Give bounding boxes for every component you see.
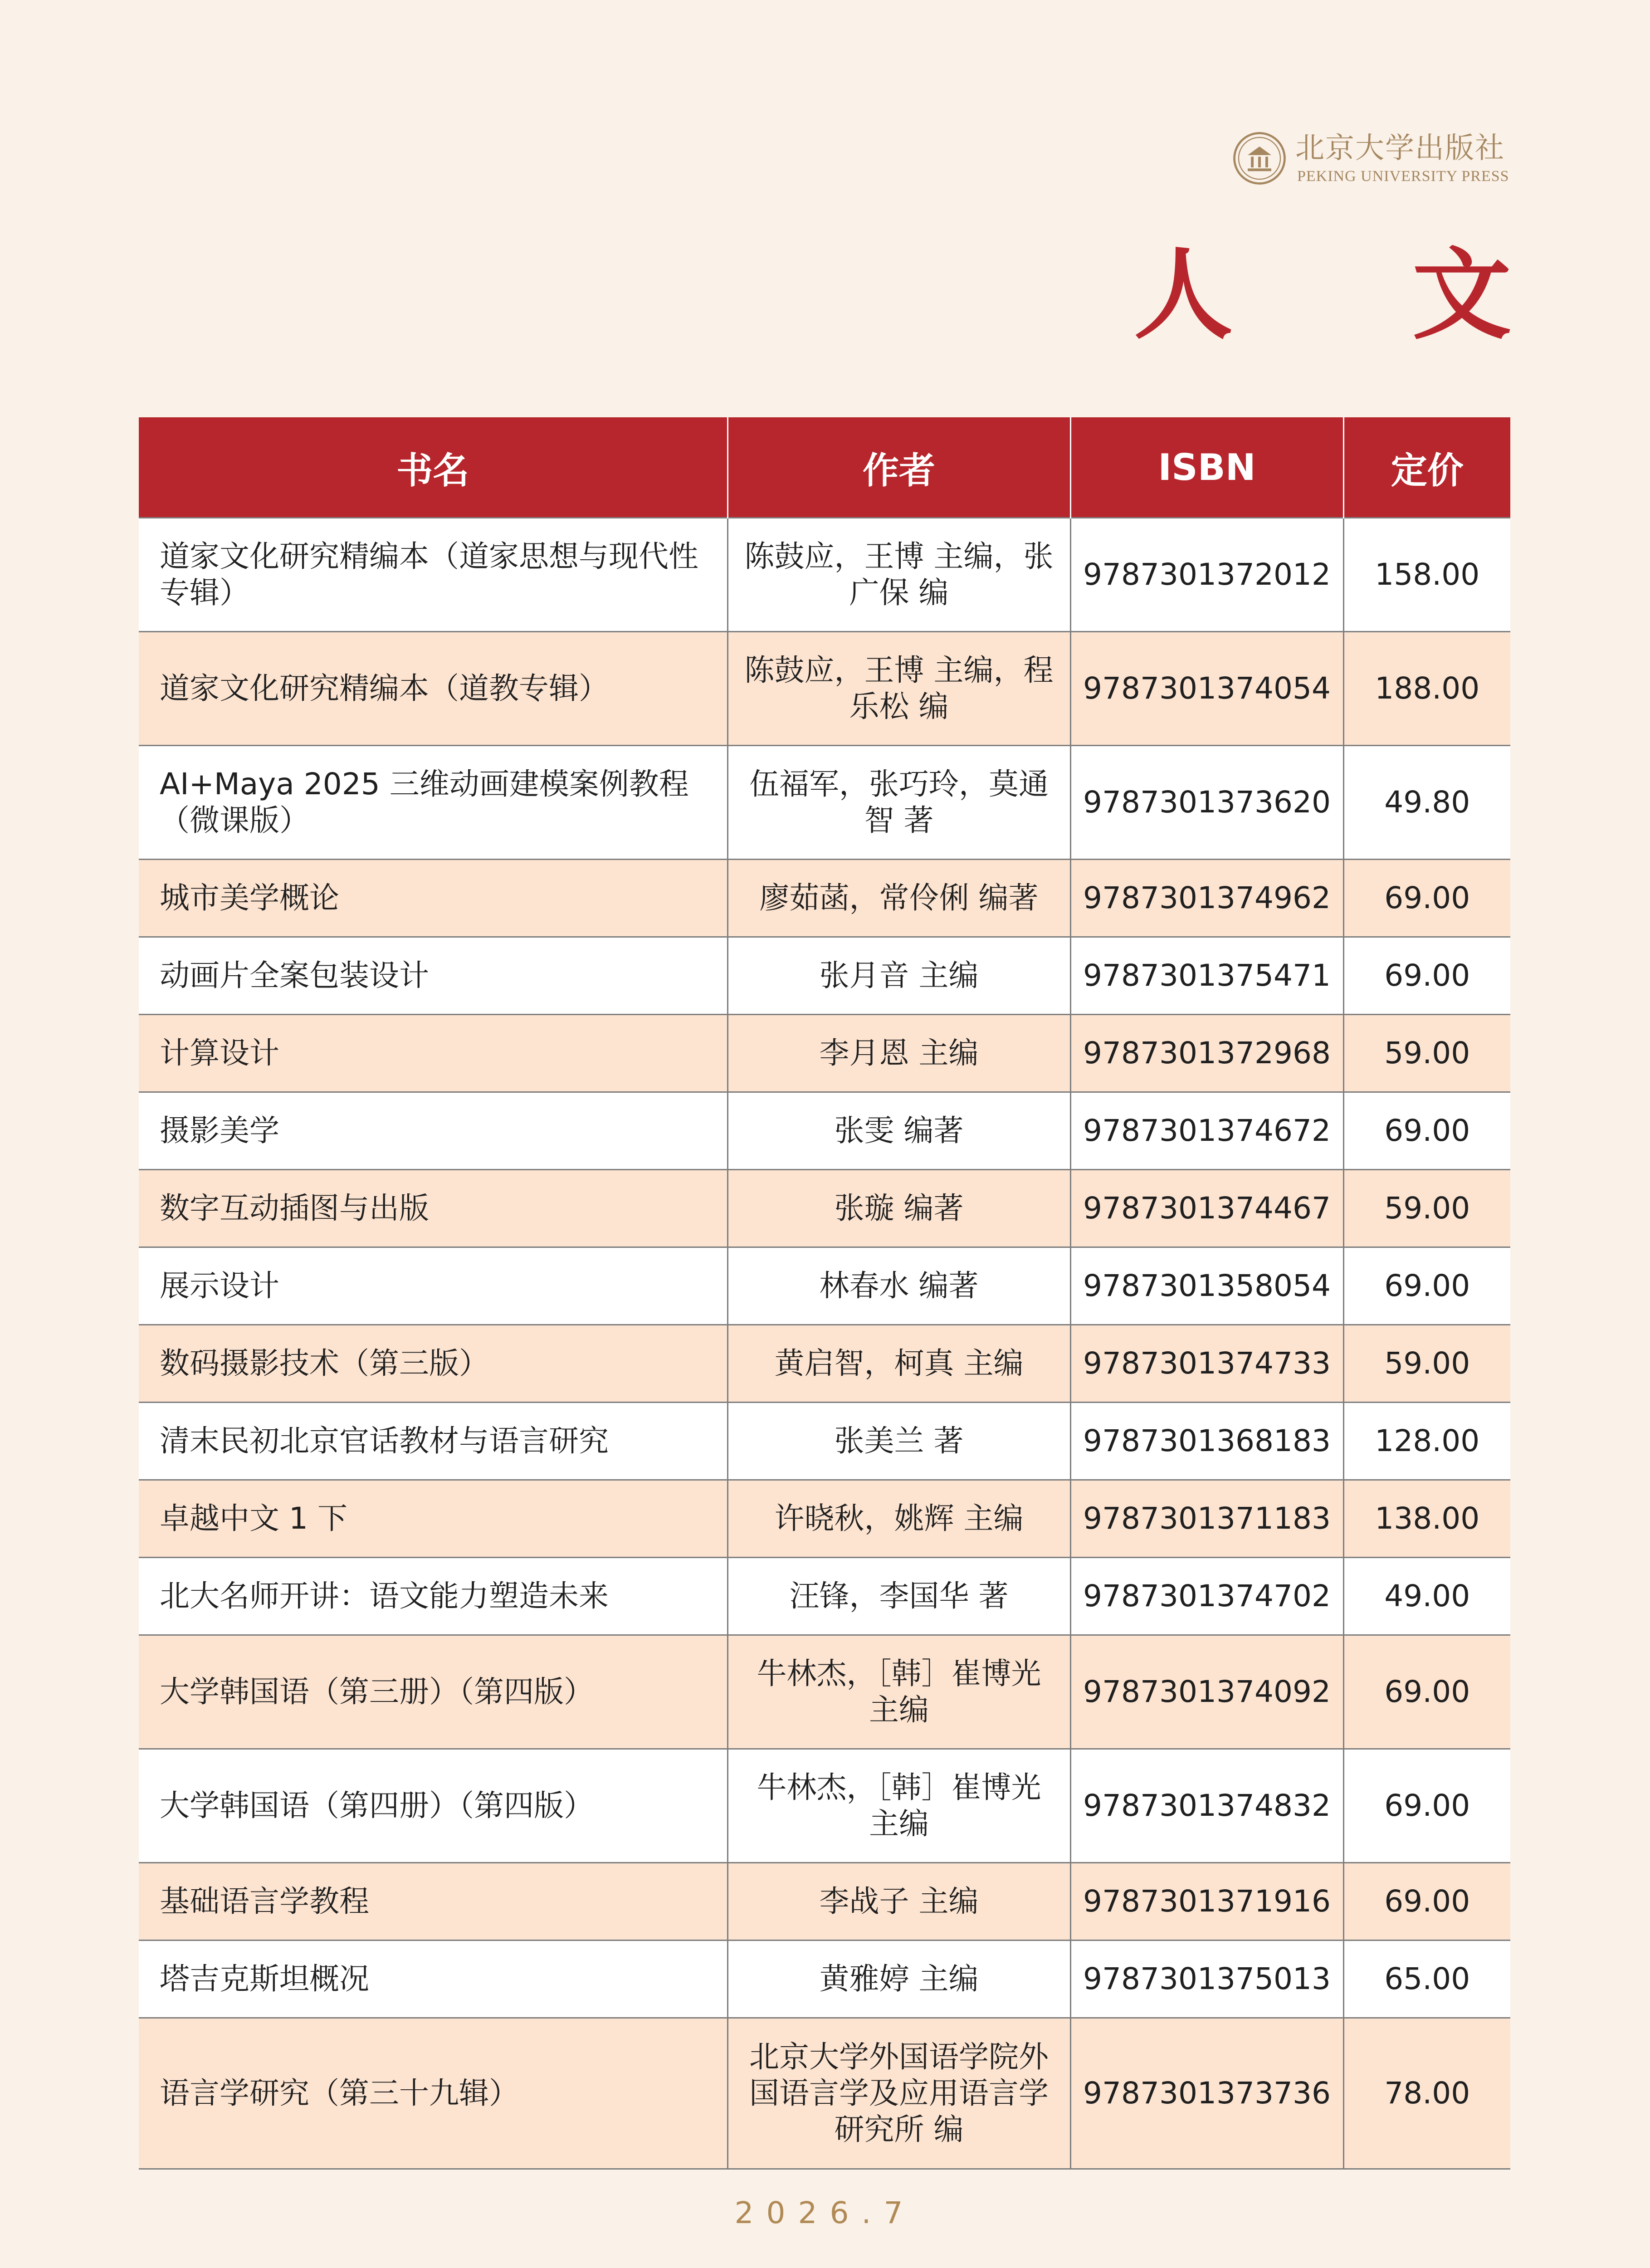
book-price: 69.00 <box>1343 1247 1510 1325</box>
table-header-row <box>139 417 1510 518</box>
book-price: 65.00 <box>1343 1941 1510 2018</box>
book-title: 大学韩国语（第四册）（第四版） <box>139 1749 727 1863</box>
table-row <box>139 1403 1510 1480</box>
table-row <box>139 518 1510 632</box>
book-price: 128.00 <box>1343 1403 1510 1480</box>
book-isbn: 9787301375013 <box>1070 1941 1343 2018</box>
book-author: 陈鼓应，王博 主编，程乐松 编 <box>727 632 1070 746</box>
book-isbn: 9787301374092 <box>1070 1635 1343 1749</box>
table-row <box>139 1325 1510 1403</box>
book-isbn: 9787301374467 <box>1070 1170 1343 1247</box>
book-title: 城市美学概论 <box>139 860 727 937</box>
book-price: 188.00 <box>1343 632 1510 746</box>
book-author: 北京大学外国语学院外国语言学及应用语言学研究所 编 <box>727 2018 1070 2169</box>
book-author: 黄雅婷 主编 <box>727 1941 1070 2018</box>
table-row <box>139 1863 1510 1941</box>
book-price: 69.00 <box>1343 1635 1510 1749</box>
book-title: AI+Maya 2025 三维动画建模案例教程（微课版） <box>139 746 727 860</box>
book-isbn: 9787301371916 <box>1070 1863 1343 1941</box>
book-isbn: 9787301373620 <box>1070 746 1343 860</box>
table-row <box>139 2018 1510 2169</box>
book-title: 摄影美学 <box>139 1092 727 1170</box>
book-price: 69.00 <box>1343 860 1510 937</box>
book-author: 牛林杰，［韩］崔博光 主编 <box>727 1749 1070 1863</box>
book-title: 大学韩国语（第三册）（第四版） <box>139 1635 727 1749</box>
book-title: 基础语言学教程 <box>139 1863 727 1941</box>
table-row <box>139 1558 1510 1635</box>
book-author: 廖茹菡，常伶俐 编著 <box>727 860 1070 937</box>
book-isbn: 9787301374672 <box>1070 1092 1343 1170</box>
book-price: 49.00 <box>1343 1558 1510 1635</box>
header-price: 定价 <box>1343 417 1510 518</box>
table-row <box>139 1480 1510 1558</box>
book-title: 语言学研究（第三十九辑） <box>139 2018 727 2169</box>
book-title: 数字互动插图与出版 <box>139 1170 727 1247</box>
header-author: 作者 <box>727 417 1070 518</box>
book-price: 49.80 <box>1343 746 1510 860</box>
book-title: 清末民初北京官话教材与语言研究 <box>139 1403 727 1480</box>
table-row <box>139 1941 1510 2018</box>
book-price: 138.00 <box>1343 1480 1510 1558</box>
book-isbn: 9787301375471 <box>1070 937 1343 1015</box>
book-author: 许晓秋，姚辉 主编 <box>727 1480 1070 1558</box>
book-title: 动画片全案包装设计 <box>139 937 727 1015</box>
book-author: 林春水 编著 <box>727 1247 1070 1325</box>
table-row <box>139 860 1510 937</box>
publisher-name-en: PEKING UNIVERSITY PRESS <box>1297 168 1509 185</box>
book-author: 黄启智，柯真 主编 <box>727 1325 1070 1403</box>
book-isbn: 9787301374054 <box>1070 632 1343 746</box>
section-title: 人 文 <box>1134 237 1584 353</box>
book-price: 59.00 <box>1343 1015 1510 1092</box>
book-author: 李战子 主编 <box>727 1863 1070 1941</box>
book-author: 李月恩 主编 <box>727 1015 1070 1092</box>
book-title: 道家文化研究精编本（道家思想与现代性专辑） <box>139 518 727 632</box>
book-price: 59.00 <box>1343 1170 1510 1247</box>
table-row <box>139 632 1510 746</box>
book-price: 158.00 <box>1343 518 1510 632</box>
book-isbn: 9787301372968 <box>1070 1015 1343 1092</box>
book-isbn: 9787301374832 <box>1070 1749 1343 1863</box>
book-price: 69.00 <box>1343 1863 1510 1941</box>
table-row <box>139 1635 1510 1749</box>
table-row <box>139 1247 1510 1325</box>
table-row <box>139 746 1510 860</box>
book-price: 78.00 <box>1343 2018 1510 2169</box>
footer-date: 2026.7 <box>734 2195 916 2230</box>
table-row <box>139 1015 1510 1092</box>
book-price: 69.00 <box>1343 1749 1510 1863</box>
header-isbn: ISBN <box>1070 417 1343 518</box>
table-row <box>139 1092 1510 1170</box>
publisher-name-cn: 北京大学出版社 <box>1295 132 1505 165</box>
book-isbn: 9787301371183 <box>1070 1480 1343 1558</box>
header-title: 书名 <box>139 417 727 518</box>
book-author: 张雯 编著 <box>727 1092 1070 1170</box>
book-author: 伍福军，张巧玲，莫通智 著 <box>727 746 1070 860</box>
book-author: 张美兰 著 <box>727 1403 1070 1480</box>
book-title: 计算设计 <box>139 1015 727 1092</box>
book-isbn: 9787301374702 <box>1070 1558 1343 1635</box>
book-title: 塔吉克斯坦概况 <box>139 1941 727 2018</box>
peking-university-seal-icon <box>1233 132 1286 185</box>
book-price: 69.00 <box>1343 1092 1510 1170</box>
book-author: 张月音 主编 <box>727 937 1070 1015</box>
book-author: 汪锋，李国华 著 <box>727 1558 1070 1635</box>
book-price: 69.00 <box>1343 937 1510 1015</box>
book-title: 道家文化研究精编本（道教专辑） <box>139 632 727 746</box>
book-title: 数码摄影技术（第三版） <box>139 1325 727 1403</box>
book-isbn: 9787301368183 <box>1070 1403 1343 1480</box>
book-title: 展示设计 <box>139 1247 727 1325</box>
book-author: 张璇 编著 <box>727 1170 1070 1247</box>
book-table <box>139 417 1510 2170</box>
book-price: 59.00 <box>1343 1325 1510 1403</box>
table-row <box>139 1749 1510 1863</box>
table-row <box>139 1170 1510 1247</box>
book-isbn: 9787301374962 <box>1070 860 1343 937</box>
book-author: 陈鼓应，王博 主编，张广保 编 <box>727 518 1070 632</box>
book-isbn: 9787301372012 <box>1070 518 1343 632</box>
publisher-logo <box>1233 129 1514 188</box>
book-author: 牛林杰，［韩］崔博光 主编 <box>727 1635 1070 1749</box>
book-title: 卓越中文 1 下 <box>139 1480 727 1558</box>
book-isbn: 9787301373736 <box>1070 2018 1343 2169</box>
book-title: 北大名师开讲：语文能力塑造未来 <box>139 1558 727 1635</box>
book-isbn: 9787301374733 <box>1070 1325 1343 1403</box>
table-row <box>139 937 1510 1015</box>
book-isbn: 9787301358054 <box>1070 1247 1343 1325</box>
